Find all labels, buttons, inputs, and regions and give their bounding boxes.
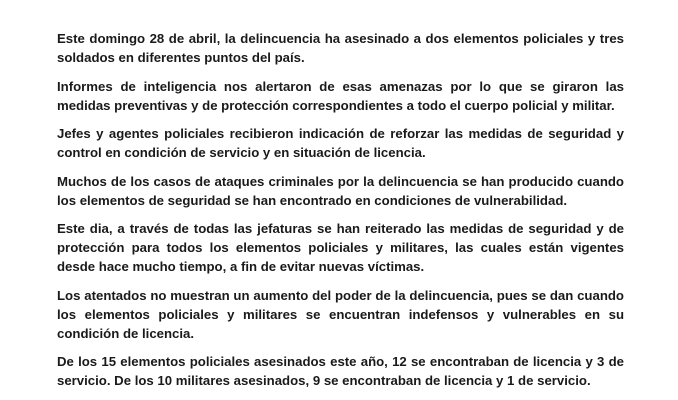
statement-document [57,29,624,400]
paragraph-4: Muchos de los casos de ataques criminales por la delincuencia se han producido cuando los elementos de seguridad se han encontrado en condiciones de vulnerabilidad. [57,173,624,208]
paragraph-1: Este domingo 28 de abril, la delincuencia ha asesinado a dos elementos policiales y tres soldados en diferentes puntos del país. [57,31,624,65]
paragraph-7: De los 15 elementos policiales asesinados este año, 12 se encontraban de licencia y 3 de servicio. De los 10 militares asesinados, 9 se encontraban de licencia y 1 de servicio. [57,354,624,388]
paragraph-6: Los atentados no muestran un aumento del poder de la delincuencia, pues se dan cuando los elementos policiales y militares se encuentran indefensos y vulnerables en su condición de licencia. [57,287,624,341]
paragraph-2: Informes de inteligencia nos alertaron de esas amenazas por lo que se giraron las medidas preventivas y de protección correspondientes a todo el cuerpo policial y militar. [57,78,624,113]
paragraph-5: Este dia, a través de todas las jefaturas se han reiterado las medidas de seguridad y de protección para todos los elementos policiales y militares, las cuales están vigentes desde hace mucho tiempo, a fin de evitar nuevas víctimas. [57,221,624,274]
paragraph-3: Jefes y agentes policiales recibieron indicación de reforzar las medidas de seguridad y control en condición de servicio y en situación de licencia. [57,126,624,160]
